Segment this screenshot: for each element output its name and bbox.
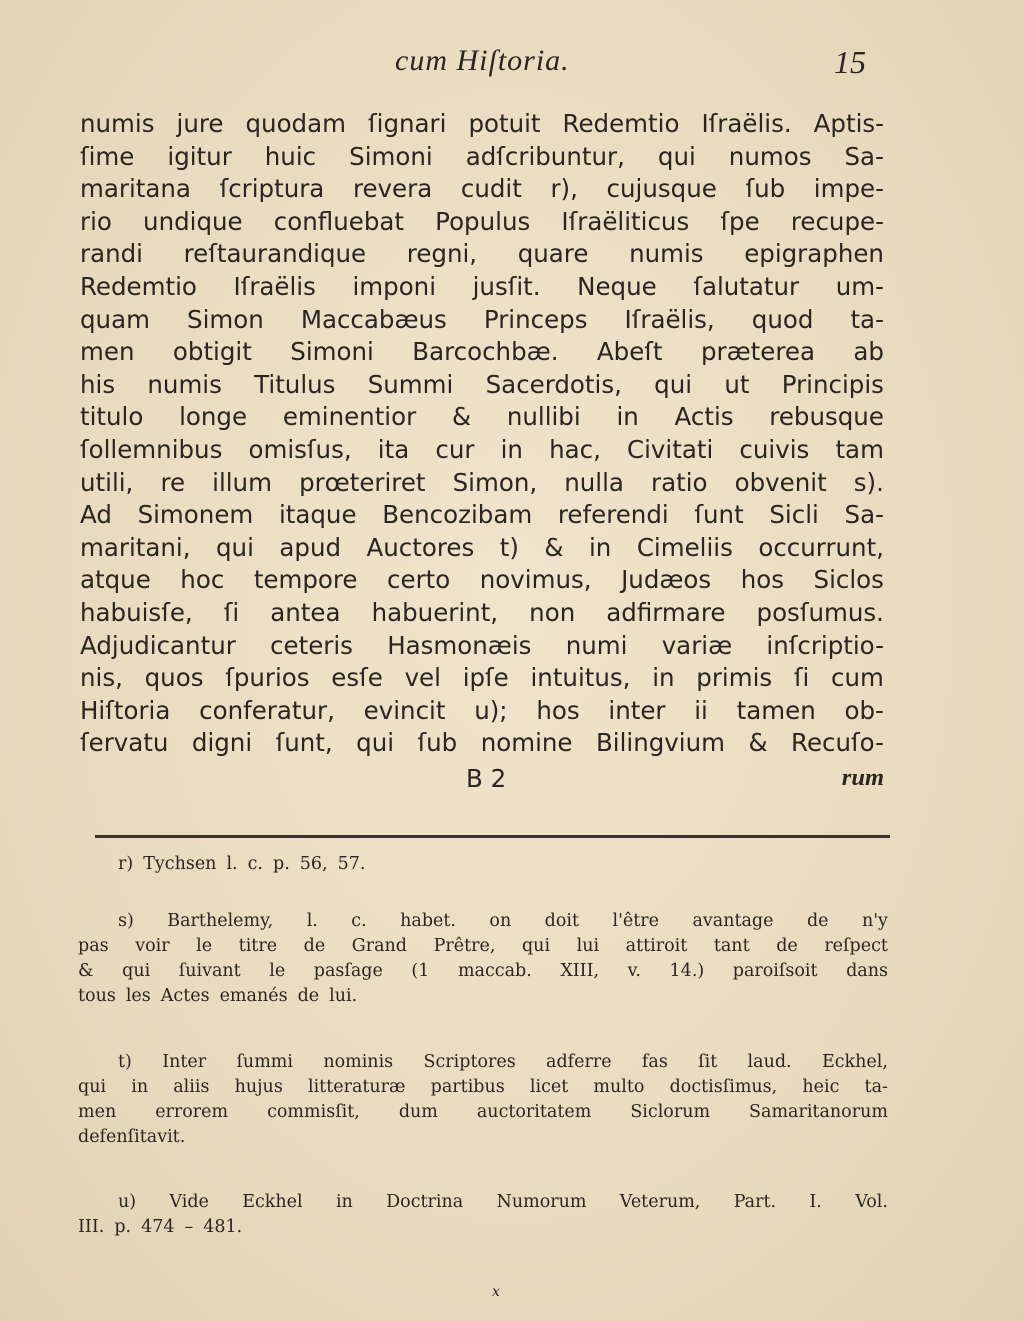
word: auctoritatem xyxy=(476,1102,592,1122)
word: huic xyxy=(264,141,317,171)
word: Tychsen xyxy=(143,854,217,874)
word: cujusque xyxy=(606,174,717,204)
word: I. xyxy=(809,1192,822,1212)
word: p. xyxy=(114,1217,132,1237)
running-head xyxy=(0,44,1024,84)
word: Vide xyxy=(169,1192,209,1212)
text-line xyxy=(80,662,884,695)
word: Ad xyxy=(80,500,112,530)
word: ſub xyxy=(745,174,786,204)
word: qui xyxy=(78,1077,107,1097)
word: esſe xyxy=(331,663,383,693)
word: numis xyxy=(80,109,155,138)
stain-mark: x xyxy=(492,1284,500,1300)
word: licet xyxy=(529,1077,569,1097)
word: partibus xyxy=(430,1077,505,1097)
word: obvenit xyxy=(734,467,827,497)
word: Judæos xyxy=(621,565,712,595)
word: s) xyxy=(118,911,134,931)
word: hos xyxy=(536,695,580,725)
word: ſummi xyxy=(236,1052,293,1072)
word: undique xyxy=(143,206,243,236)
word: obtigit xyxy=(172,337,252,367)
word: nominis xyxy=(323,1052,394,1072)
footnote-s xyxy=(78,909,888,1009)
word: on xyxy=(489,911,512,931)
word: le xyxy=(269,961,286,981)
word: ſi xyxy=(223,597,240,627)
word: litteraturæ xyxy=(307,1077,406,1097)
word: men xyxy=(80,337,135,367)
word: de xyxy=(806,911,829,931)
word: igitur xyxy=(167,141,232,171)
word: præterea xyxy=(700,337,815,367)
word: Barcochbæ. xyxy=(412,337,559,367)
word: 57. xyxy=(337,854,366,874)
word: adſcribuntur, xyxy=(465,141,625,171)
word: qui xyxy=(657,141,696,171)
footnote-r xyxy=(78,852,888,877)
word: nullibi xyxy=(506,402,581,432)
word: re xyxy=(160,467,186,497)
word: ſollemnibus xyxy=(80,434,223,464)
footnote-line xyxy=(78,1125,888,1150)
word: um- xyxy=(835,271,884,301)
footnote-rule xyxy=(95,835,890,838)
word: heic xyxy=(802,1077,840,1097)
word: jure xyxy=(176,109,224,138)
word: habuerint, xyxy=(371,597,499,627)
text-line xyxy=(80,173,884,206)
word: Recuſo- xyxy=(791,728,884,758)
word: potuit xyxy=(468,109,541,138)
word: habet. xyxy=(400,911,456,931)
word: cudit xyxy=(460,174,522,204)
word: posſumus. xyxy=(756,597,884,627)
word: hujus xyxy=(234,1077,283,1097)
word: 14.) xyxy=(669,961,705,981)
word: Sa- xyxy=(844,141,884,171)
word: pasſage xyxy=(313,961,383,981)
word: v. xyxy=(627,961,641,981)
word: & xyxy=(544,532,564,562)
word: Civitati xyxy=(627,434,714,464)
word: in xyxy=(131,1077,149,1097)
text-line xyxy=(80,695,884,728)
word: (1 xyxy=(411,961,430,981)
signature-line xyxy=(80,764,884,798)
word: voir xyxy=(135,936,170,956)
word: Prêtre, xyxy=(433,936,496,956)
word: tempore xyxy=(253,565,358,595)
word: Grand xyxy=(351,936,408,956)
word: ſervatu xyxy=(80,728,169,758)
signature-mark: B 2 xyxy=(466,764,507,793)
text-line xyxy=(80,467,884,500)
word: maritana xyxy=(80,174,191,204)
running-title: cum Hiſtoria. xyxy=(395,44,570,77)
word: revera xyxy=(352,174,433,204)
word: ita xyxy=(377,434,410,464)
footnote-line xyxy=(78,959,888,984)
word: ſunt, xyxy=(275,728,333,758)
word: pas xyxy=(78,936,109,956)
word: qui xyxy=(216,532,254,562)
word: t) xyxy=(499,532,519,562)
footnote-line xyxy=(78,1215,888,1240)
word: Siclos xyxy=(813,565,884,595)
word: impe- xyxy=(813,174,884,204)
word: maccab. xyxy=(457,961,532,981)
word: maritani, xyxy=(80,532,191,562)
word: Numorum xyxy=(496,1192,587,1212)
word: Eckhel xyxy=(242,1192,303,1212)
word: Barthelemy, xyxy=(167,911,274,931)
text-line xyxy=(80,336,884,369)
word: intuitus, xyxy=(530,663,631,693)
word: itaque xyxy=(278,500,357,530)
word: u) xyxy=(118,1192,137,1212)
text-line xyxy=(80,401,884,434)
word: c. xyxy=(351,911,367,931)
word: referendi xyxy=(557,500,669,530)
word: variæ xyxy=(661,630,733,660)
word: t) xyxy=(118,1052,132,1072)
word: epigraphen xyxy=(744,239,884,269)
word: eminentior xyxy=(282,402,417,432)
word: in xyxy=(652,663,675,693)
word: vel xyxy=(404,663,441,693)
main-text xyxy=(80,108,884,760)
word: Simonem xyxy=(137,500,254,530)
word: Simon, xyxy=(452,467,538,497)
word: Sicli xyxy=(769,500,819,530)
word: imponi xyxy=(352,271,437,301)
word: ipſe xyxy=(462,663,509,693)
word: randi xyxy=(80,239,143,269)
word: ceteris xyxy=(270,630,353,660)
word: Principis xyxy=(781,369,884,399)
word: atque xyxy=(80,565,151,595)
word: in xyxy=(500,434,523,464)
word: cuivis xyxy=(739,434,810,464)
word: 481. xyxy=(203,1217,243,1237)
word: Adjudicantur xyxy=(80,630,236,660)
word: Princeps xyxy=(483,304,588,334)
footnote-line xyxy=(78,909,888,934)
word: ſuivant xyxy=(178,961,241,981)
word: commisſit, xyxy=(267,1102,360,1122)
word: Aptis- xyxy=(813,109,884,138)
word: Part. xyxy=(733,1192,777,1212)
word: prœteriret xyxy=(299,467,426,497)
word: paroiſsoit xyxy=(732,961,818,981)
word: in xyxy=(335,1192,353,1212)
word: Actes xyxy=(160,986,210,1006)
word: dum xyxy=(398,1102,438,1122)
text-line xyxy=(80,238,884,271)
word: Scriptores xyxy=(423,1052,516,1072)
word: his xyxy=(80,369,116,399)
word: emanés xyxy=(219,986,288,1006)
text-line xyxy=(80,141,884,174)
footnote-u xyxy=(78,1190,888,1240)
text-line xyxy=(80,532,884,565)
catchword: rum xyxy=(841,764,884,791)
footnote-line xyxy=(78,1190,888,1215)
word: ſi xyxy=(793,663,810,693)
word: ta- xyxy=(864,1077,888,1097)
word: ſub xyxy=(417,728,458,758)
word: conferatur, xyxy=(199,695,335,725)
word: Sacerdotis, xyxy=(485,369,622,399)
word: hac, xyxy=(549,434,601,464)
word: quare xyxy=(517,239,589,269)
word: Iſraëlis xyxy=(233,271,316,301)
word: Maccabæus xyxy=(300,304,447,334)
word: ſunt xyxy=(694,500,744,530)
word: multo xyxy=(593,1077,645,1097)
word: tant xyxy=(713,936,750,956)
word: evincit xyxy=(363,695,446,725)
word: tam xyxy=(835,434,884,464)
word: r), xyxy=(550,174,578,204)
word: ſalutatur xyxy=(693,271,800,301)
word: hos xyxy=(740,565,784,595)
word: utili, xyxy=(80,467,134,497)
word: u); xyxy=(474,695,508,725)
word: c. xyxy=(247,854,263,874)
word: Bilingvium xyxy=(595,728,725,758)
word: titulo xyxy=(80,402,144,432)
word: reſpect xyxy=(824,936,888,956)
word: Simoni xyxy=(349,141,433,171)
word: digni xyxy=(191,728,253,758)
word: numos xyxy=(728,141,812,171)
word: defenſitavit. xyxy=(78,1127,186,1147)
word: – xyxy=(184,1217,194,1237)
word: r) xyxy=(118,854,134,874)
word: fas xyxy=(641,1052,668,1072)
word: Inter xyxy=(162,1052,207,1072)
word: nomine xyxy=(480,728,573,758)
text-line xyxy=(80,108,884,141)
footnote-t xyxy=(78,1050,888,1150)
word: numi xyxy=(565,630,628,660)
word: rebusque xyxy=(769,402,884,432)
word: confluebat xyxy=(273,206,404,236)
word: Summi xyxy=(367,369,454,399)
word: ab xyxy=(853,337,884,367)
word: inſcriptio- xyxy=(766,630,884,660)
word: Iſraëlis. xyxy=(701,109,792,138)
word: tous xyxy=(78,986,116,1006)
word: adfirmare xyxy=(606,597,726,627)
word: Actis xyxy=(674,402,734,432)
word: cur xyxy=(435,434,475,464)
word: Neque xyxy=(577,271,657,301)
footnote-line xyxy=(78,1075,888,1100)
footnote-line xyxy=(78,1100,888,1125)
page-number: 15 xyxy=(834,44,866,80)
word: qui xyxy=(654,369,693,399)
text-line xyxy=(80,597,884,630)
word: ut xyxy=(724,369,750,399)
word: avantage xyxy=(692,911,774,931)
word: Populus xyxy=(435,206,531,236)
word: s). xyxy=(853,467,884,497)
word: n'y xyxy=(861,911,888,931)
footnote-line xyxy=(78,852,888,877)
word: XIII, xyxy=(560,961,600,981)
word: titre xyxy=(238,936,278,956)
word: Veterum, xyxy=(619,1192,701,1212)
word: doit xyxy=(544,911,580,931)
word: dans xyxy=(846,961,888,981)
word: Samaritanorum xyxy=(749,1102,888,1122)
word: ob- xyxy=(844,695,884,725)
word: errorem xyxy=(155,1102,229,1122)
word: omisſus, xyxy=(248,434,352,464)
word: laud. xyxy=(747,1052,792,1072)
word: inter xyxy=(608,695,666,725)
footnote-line xyxy=(78,934,888,959)
text-line xyxy=(80,206,884,239)
text-line xyxy=(80,564,884,597)
word: ſpe xyxy=(720,206,760,236)
word: & xyxy=(748,728,768,758)
word: l'être xyxy=(612,911,659,931)
word: novimus, xyxy=(479,565,592,595)
text-line xyxy=(80,727,884,760)
word: nulla xyxy=(564,467,624,497)
word: antea xyxy=(270,597,341,627)
word: qui xyxy=(122,961,151,981)
word: Titulus xyxy=(254,369,336,399)
word: ſcriptura xyxy=(219,174,325,204)
word: qui xyxy=(521,936,551,956)
word: l. xyxy=(226,854,238,874)
word: nis, xyxy=(80,663,123,693)
word: tamen xyxy=(736,695,816,725)
word: adferre xyxy=(546,1052,612,1072)
word: ſime xyxy=(80,141,135,171)
word: hoc xyxy=(180,565,225,595)
word: Hiſtoria xyxy=(80,695,171,725)
word: numis xyxy=(147,369,222,399)
word: men xyxy=(78,1102,117,1122)
word: de xyxy=(303,936,326,956)
word: Auctores xyxy=(366,532,475,562)
word: quam xyxy=(80,304,150,334)
word: Abeſt xyxy=(596,337,663,367)
word: & xyxy=(78,961,94,981)
word: non xyxy=(529,597,576,627)
word: jusſit. xyxy=(472,271,541,301)
word: ſignari xyxy=(368,109,447,138)
word: ſpurios xyxy=(225,663,310,693)
word: doctisſimus, xyxy=(669,1077,778,1097)
word: numis xyxy=(629,239,704,269)
word: regni, xyxy=(406,239,478,269)
word: attiroit xyxy=(625,936,688,956)
word: illum xyxy=(212,467,272,497)
word: longe xyxy=(179,402,248,432)
word: Redemtio xyxy=(80,271,197,301)
footnote-line xyxy=(78,1050,888,1075)
word: de xyxy=(776,936,798,956)
text-line xyxy=(80,369,884,402)
word: quos xyxy=(144,663,204,693)
word: p. xyxy=(273,854,290,874)
word: Siclorum xyxy=(630,1102,711,1122)
word: ratio xyxy=(651,467,708,497)
word: 474 xyxy=(141,1217,175,1237)
word: habuisſe, xyxy=(80,597,193,627)
word: cum xyxy=(831,663,884,693)
word: Simon xyxy=(187,304,264,334)
text-line xyxy=(80,434,884,467)
word: III. xyxy=(78,1217,105,1237)
word: ii xyxy=(694,695,708,725)
word: apud xyxy=(279,532,342,562)
word: lui xyxy=(576,936,600,956)
word: Doctrina xyxy=(386,1192,464,1212)
word: reſtaurandique xyxy=(183,239,367,269)
word: Cimeliis xyxy=(636,532,733,562)
word: in xyxy=(588,532,612,562)
word: Vol. xyxy=(855,1192,888,1212)
word: quodam xyxy=(245,109,346,138)
word: Eckhel, xyxy=(821,1052,888,1072)
word: certo xyxy=(387,565,451,595)
word: Iſraëlis, xyxy=(624,304,715,334)
word: Hasmonæis xyxy=(387,630,532,660)
word: l. xyxy=(306,911,318,931)
word: & xyxy=(451,402,472,432)
word: ſit xyxy=(698,1052,718,1072)
word: recupe- xyxy=(790,206,884,236)
word: de xyxy=(297,986,320,1006)
word: 56, xyxy=(299,854,328,874)
word: le xyxy=(196,936,213,956)
text-line xyxy=(80,630,884,663)
word: lui. xyxy=(329,986,358,1006)
word: aliis xyxy=(173,1077,210,1097)
text-line xyxy=(80,271,884,304)
word: occurrunt, xyxy=(758,532,884,562)
word: Iſraëliticus xyxy=(561,206,690,236)
word: Bencozibam xyxy=(382,500,533,530)
text-line xyxy=(80,304,884,337)
word: qui xyxy=(356,728,395,758)
word: primis xyxy=(696,663,773,693)
word: quod xyxy=(751,304,814,334)
word: ta- xyxy=(850,304,884,334)
word: Redemtio xyxy=(562,109,680,138)
footnote-line xyxy=(78,984,888,1009)
word: in xyxy=(616,402,639,432)
text-line xyxy=(80,499,884,532)
word: Sa- xyxy=(844,500,884,530)
word: Simoni xyxy=(290,337,374,367)
word: rio xyxy=(80,206,112,236)
word: les xyxy=(125,986,151,1006)
